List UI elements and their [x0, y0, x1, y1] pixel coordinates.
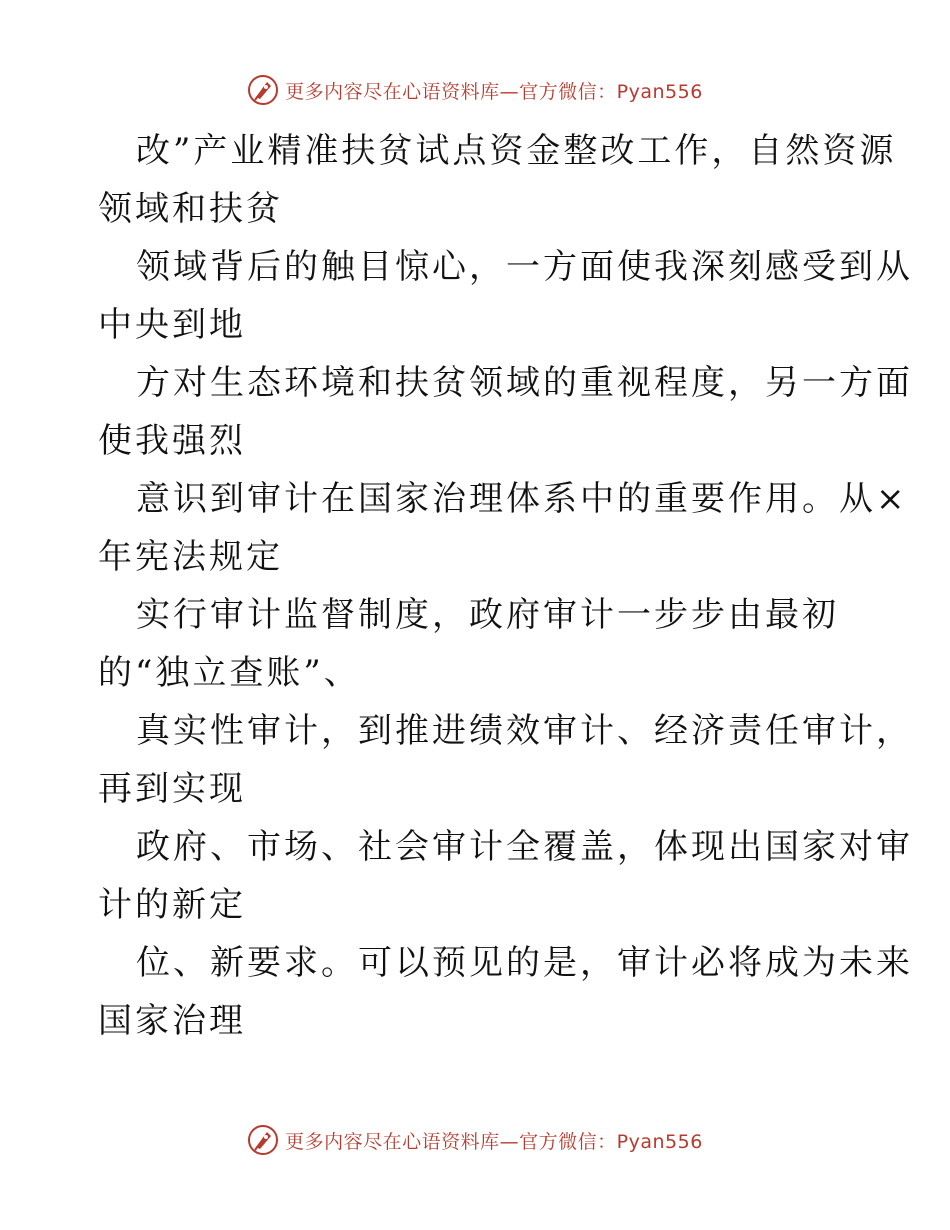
paragraph	[98, 470, 908, 586]
paragraph-line: 国家治理	[98, 1001, 246, 1041]
header-banner	[0, 70, 950, 110]
paragraph	[98, 122, 897, 238]
paragraph-line: 领域和扶贫	[98, 189, 283, 229]
paragraph-line: 实行审计监督制度，政府审计一步步由最初	[136, 595, 839, 635]
paragraph	[98, 702, 913, 818]
paragraph-line: 方对生态环境和扶贫领域的重视程度，另一方面	[136, 363, 913, 403]
paragraph-line: 位、新要求。可以预见的是，审计必将成为未来	[136, 943, 913, 983]
paragraph	[98, 934, 913, 1050]
footer-banner-text: 更多内容尽在心语资料库—官方微信：Pyan556	[285, 1130, 703, 1153]
header-banner-text: 更多内容尽在心语资料库—官方微信：Pyan556	[285, 80, 703, 103]
paragraph-line: 年宪法规定	[98, 537, 283, 577]
paragraph-line: 意识到审计在国家治理体系中的重要作用。从×	[136, 479, 908, 519]
paragraph-line: 计的新定	[98, 885, 246, 925]
document-body	[98, 122, 913, 1050]
paragraph-line: 再到实现	[98, 769, 246, 809]
pen-nib-logo-icon	[247, 1124, 279, 1156]
paragraph-line: 改”产业精准扶贫试点资金整改工作，自然资源	[136, 131, 897, 171]
paragraph-line: 真实性审计，到推进绩效审计、经济责任审计，	[136, 711, 913, 751]
footer-banner	[0, 1120, 950, 1160]
pen-nib-logo-icon	[247, 74, 279, 106]
paragraph-line: 使我强烈	[98, 421, 246, 461]
paragraph	[98, 818, 913, 934]
paragraph-line: 领域背后的触目惊心，一方面使我深刻感受到从	[136, 247, 913, 287]
paragraph	[98, 586, 858, 702]
paragraph-line: 政府、市场、社会审计全覆盖，体现出国家对审	[136, 827, 913, 867]
paragraph	[98, 238, 913, 354]
paragraph-line: 的“独立查账”、	[98, 653, 361, 693]
paragraph	[98, 354, 913, 470]
paragraph-line: 中央到地	[98, 305, 246, 345]
